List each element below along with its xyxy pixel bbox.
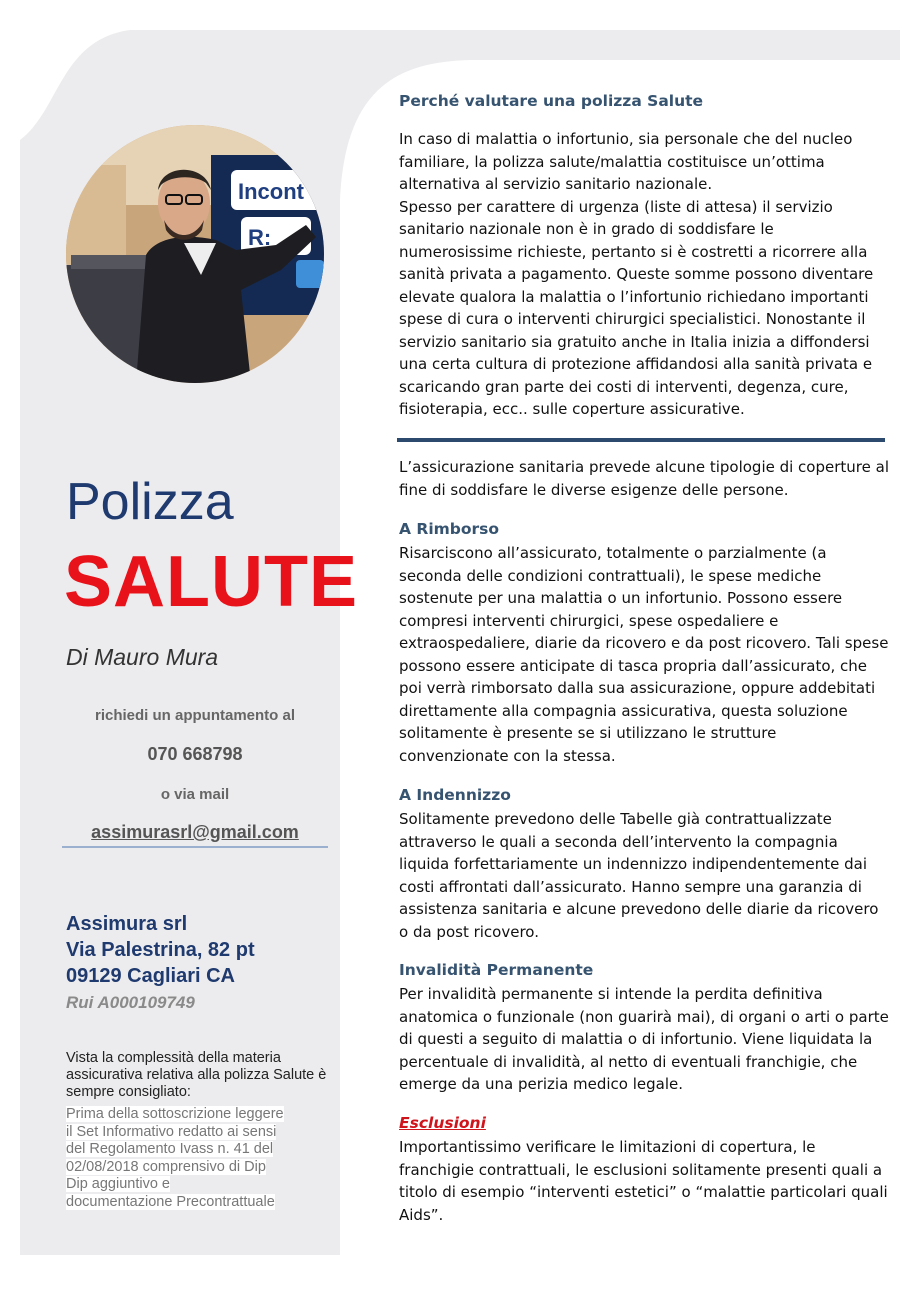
advice-note: Vista la complessità della materia assicurativa relativa alla polizza Salute è sempre consigliato: [66,1050,327,1100]
address-city: 09129 Cagliari CA [66,965,235,987]
phone-number[interactable]: 070 668798 [147,744,243,764]
indennizzo-heading: A Indennizzo [399,786,511,804]
rimborso-heading: A Rimborso [399,520,500,538]
email-link[interactable]: assimurasrl@gmail.com [91,822,299,842]
advice-note-details [66,1106,328,1211]
coverage-intro: L’assicurazione sanitaria prevede alcune tipologie di coperture al fine di soddisfare le diverse esigenze delle persone. [399,458,889,499]
esclusioni-heading: Esclusioni [399,1114,486,1132]
advice-line: Prima della sottoscrizione leggere [66,1106,284,1122]
title-salute: SALUTE [64,542,358,622]
advice-line: documentazione Precontrattuale [66,1193,275,1210]
section-divider [397,438,885,442]
cta-appointment: richiedi un appuntamento al [94,707,296,724]
advice-line: Dip aggiuntivo e [66,1176,170,1192]
screen-text-1: Incont [238,179,304,204]
cta-mail: o via mail [160,786,230,803]
advice-line: del Regolamento Ivass n. 41 del [66,1141,274,1157]
why-heading: Perché valutare una polizza Salute [399,92,704,110]
invalidita-text: Per invalidità permanente si intende la perdita definitiva anatomica o funzionale (non guarirà mai), di organi o arti o parte di questi a seguito di malattia o di infortunio. Viene liquidata la percentuale di invalidità, al netto di eventuali franchigie, che emerge da una perizia medico legale. [399,985,889,1093]
esclusioni-text: Importantissimo verificare le limitazioni di copertura, le franchigie contrattuali, le esclusioni solitamente presenti quali a titolo di esempio “interventi estetici” o “malattie particolari quali Aids”. [399,1138,888,1224]
speaker-photo [66,125,324,383]
rui-code: Rui A000109749 [66,993,195,1012]
address-street: Via Palestrina, 82 pt [66,939,255,961]
advice-line: il Set Informativo redatto ai sensi [66,1123,277,1140]
why-text: In caso di malattia o infortunio, sia personale che del nucleo familiare, la polizza salute/malattia costituisce un’ottima alternativa al servizio sanitario nazionale. Spesso per carattere di urgenza (liste di attesa) il servizio sanitario nazionale non è in grado di soddisfare le numerosissime richieste, pertanto si è costretti a ricorrere alla sanità privata a pagamento. Queste somme possono diventare elevate qualora la malattia o l’infortunio richiedano importanti spese di cura o interventi chirurgici specialistici. Nonostante il servizio sanitario sia gratuito anche in Italia inizia a diffondersi una certa cultura di protezione affidandosi alla sanità privata e scaricando gran parte dei costi di interventi, degenza, cure, fisioterapia, ecc.. sulle coperture assicurative. [399,130,874,418]
company-name: Assimura srl [66,913,188,935]
advice-line: 02/08/2018 comprensivo di Dip [66,1158,266,1175]
author: Di Mauro Mura [66,644,219,670]
rimborso-text: Risarciscono all’assicurato, totalmente o parzialmente (a seconda delle condizioni contrattuali), le spese mediche sostenute per una malattia o un infortunio. Possono essere compresi interventi chirurgici, spese ospedaliere e extraospedaliere, diarie da ricovero e da post ricovero. Tali spese possono essere anticipate di tasca propria dall’assicurato, che poi verrà rimborsato dalla sua assicurazione, oppure addebitati direttamente alla compagnia assicurativa, questa soluzione solitamente è presente se si utilizzano le strutture convenzionate con la stessa. [399,544,889,765]
title-polizza: Polizza [66,473,234,531]
speaker-photo-image [66,125,324,383]
screen-text-2: R: [248,225,272,250]
invalidita-heading: Invalidità Permanente [399,961,594,979]
email-underline-rule [62,846,328,848]
indennizzo-text: Solitamente prevedono delle Tabelle già contrattualizzate attraverso le quali a seconda dell’intervento la compagnia liquida forfettariamente un indennizzo indipendentemente dai costi affrontati dall’assicurato. Hanno sempre una garanzia di assistenza sanitaria e alcune prevedono delle diarie da ricovero o da post ricovero. [399,810,879,941]
